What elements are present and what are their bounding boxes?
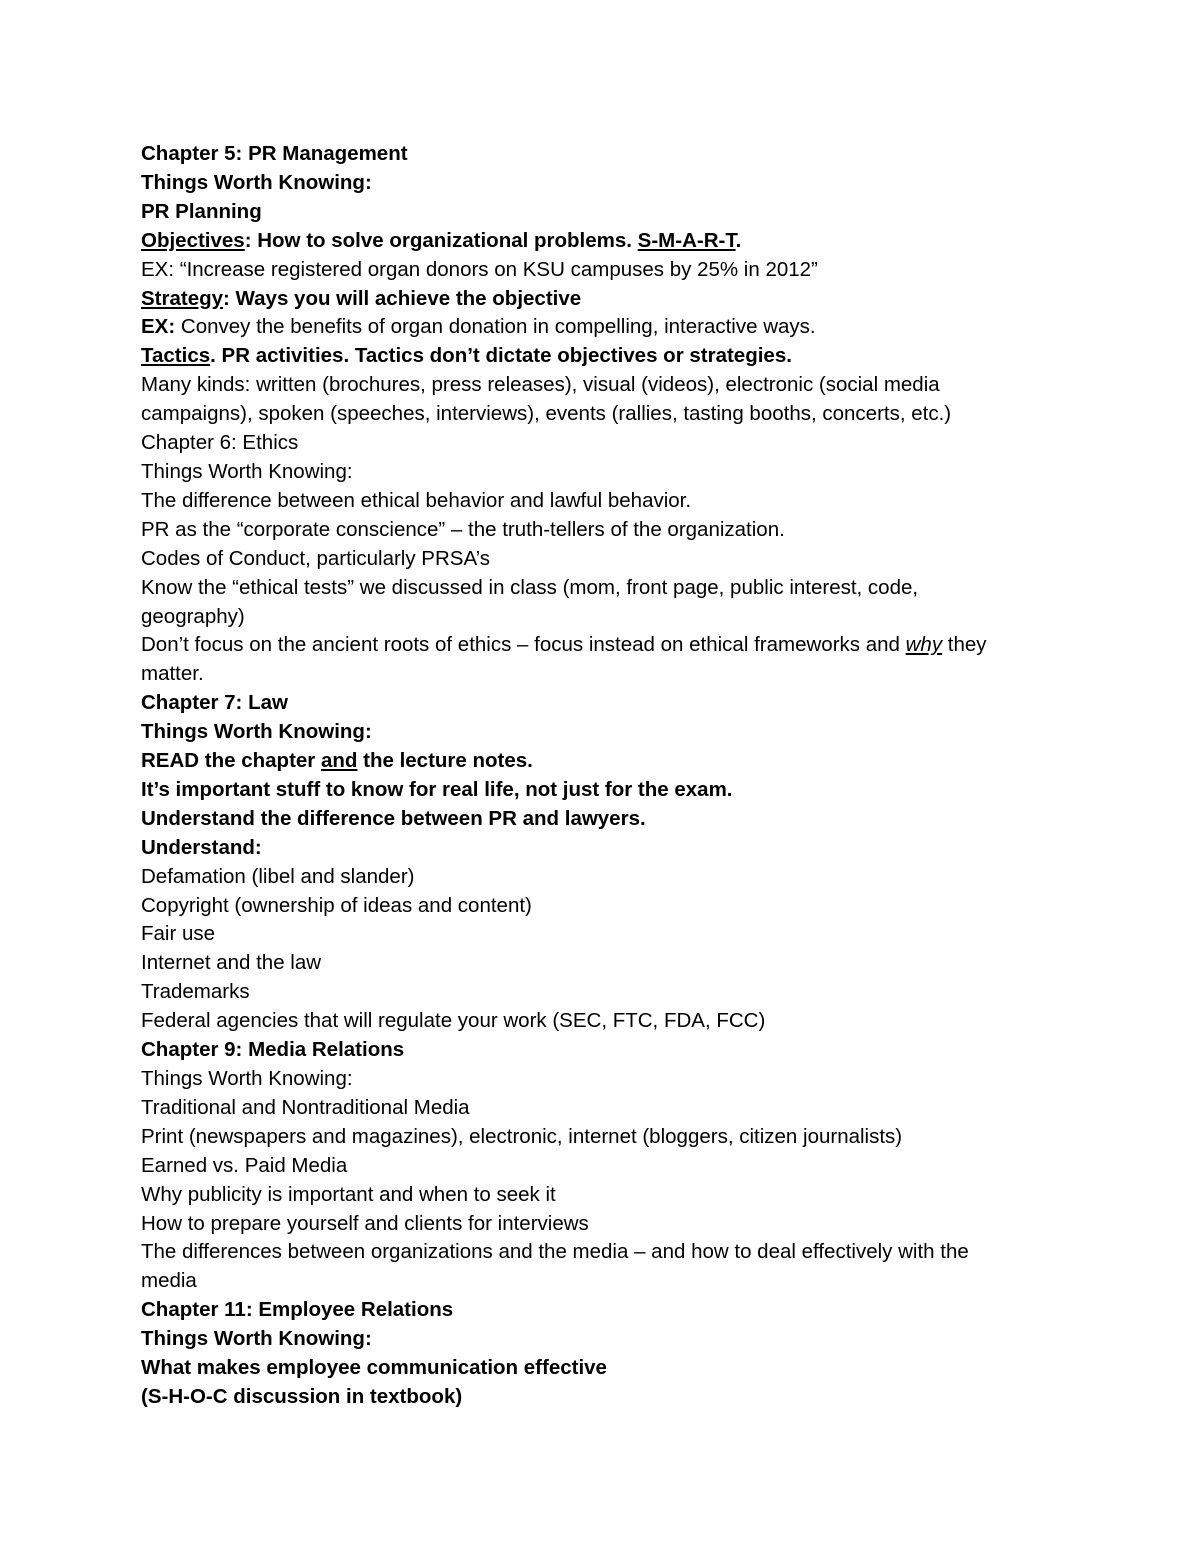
text-segment: Why publicity is important and when to seek it <box>141 1182 556 1206</box>
text-segment: How to prepare yourself and clients for interviews <box>141 1211 589 1235</box>
document-line <box>141 1123 1081 1152</box>
document-line <box>141 1036 1081 1065</box>
document-line <box>141 776 1081 805</box>
document-line <box>141 169 1081 198</box>
document-line <box>141 805 1081 834</box>
text-segment: media <box>141 1269 197 1293</box>
text-segment: : How to solve organizational problems. <box>244 228 638 252</box>
text-segment: EX: <box>141 315 176 339</box>
document-line <box>141 545 1081 574</box>
text-segment: Chapter 5: PR Management <box>141 142 408 165</box>
text-segment: Things Worth Knowing: <box>141 459 353 483</box>
text-segment: Chapter 11: Employee Relations <box>141 1298 454 1322</box>
document-line <box>141 1354 1081 1383</box>
text-segment: Things Worth Knowing: <box>141 1067 353 1090</box>
text-segment: and <box>320 749 358 773</box>
text-segment: What makes employee communication effective <box>141 1356 607 1380</box>
document-line <box>141 1094 1081 1123</box>
document-line <box>141 834 1081 863</box>
document-line <box>141 371 1081 400</box>
text-segment: Convey the benefits of organ donation in compelling, interactive ways. <box>175 315 816 339</box>
text-segment: the lecture notes. <box>357 749 533 773</box>
text-segment: Tactics <box>141 344 211 368</box>
text-segment: Chapter 7: Law <box>141 691 288 715</box>
text-segment: Federal agencies that will regulate your work (SEC, FTC, FDA, FCC) <box>141 1009 766 1033</box>
document-line <box>141 574 1081 603</box>
document-line <box>141 285 1081 314</box>
text-segment: Things Worth Knowing: <box>141 170 372 194</box>
document-line <box>141 747 1081 776</box>
text-segment: Fair use <box>141 922 216 946</box>
document-line <box>141 689 1081 718</box>
document-line <box>141 198 1081 227</box>
text-segment: Know the “ethical tests” we discussed in class (mom, front page, public interest, code, <box>141 575 919 599</box>
document-line <box>141 603 1081 632</box>
document-line <box>141 1238 1081 1267</box>
document-line <box>141 1383 1081 1412</box>
document-line <box>141 516 1081 545</box>
document-line <box>141 660 1081 689</box>
document-line <box>141 1296 1081 1325</box>
text-segment: : Ways you will achieve the objective <box>223 286 582 310</box>
document-line <box>141 458 1081 487</box>
text-segment: PR as the “corporate conscience” – the truth-tellers of the organization. <box>141 517 785 541</box>
text-segment: Print (newspapers and magazines), electronic, internet (bloggers, citizen journalists) <box>141 1124 903 1148</box>
text-segment: why <box>905 633 943 657</box>
text-segment: The differences between organizations and the media – and how to deal effectively with the <box>141 1240 969 1264</box>
text-segment: matter. <box>141 662 204 686</box>
text-segment: Understand the difference between PR and lawyers. <box>141 806 646 830</box>
document-line <box>141 1065 1081 1094</box>
text-segment: EX: “Increase registered organ donors on KSU campuses by 25% in 2012” <box>141 257 818 281</box>
document-line <box>141 1267 1081 1296</box>
text-segment: S-M-A-R-T <box>637 228 736 252</box>
document-page <box>141 140 1081 1412</box>
document-line <box>141 342 1081 371</box>
text-segment: . PR activities. Tactics don’t dictate objectives or strategies. <box>210 344 792 368</box>
document-line <box>141 863 1081 892</box>
text-segment: Internet and the law <box>141 951 322 975</box>
text-segment: campaigns), spoken (speeches, interviews), events (rallies, tasting booths, concerts, etc.) <box>141 402 952 426</box>
document-line <box>141 1007 1081 1036</box>
text-segment: Trademarks <box>141 980 250 1004</box>
document-line <box>141 949 1081 978</box>
text-segment: Codes of Conduct, particularly PRSA’s <box>141 546 491 570</box>
document-line <box>141 718 1081 747</box>
document-line <box>141 1210 1081 1239</box>
document-line <box>141 313 1081 342</box>
text-segment: Earned vs. Paid Media <box>141 1153 348 1177</box>
text-segment: PR Planning <box>141 199 262 223</box>
text-segment: Things Worth Knowing: <box>141 720 372 744</box>
document-line <box>141 892 1081 921</box>
document-line <box>141 1152 1081 1181</box>
document-line <box>141 631 1081 660</box>
text-segment: Understand: <box>141 835 262 859</box>
document-line <box>141 1181 1081 1210</box>
text-segment: It’s important stuff to know for real life, not just for the exam. <box>141 777 733 801</box>
text-segment: READ the chapter <box>141 749 321 773</box>
text-segment: Objectives <box>141 228 245 252</box>
text-segment: Don’t focus on the ancient roots of ethics – focus instead on ethical frameworks and <box>141 633 906 657</box>
document-line <box>141 487 1081 516</box>
text-segment: (S-H-O-C discussion in textbook) <box>141 1384 463 1408</box>
document-line <box>141 1325 1081 1354</box>
text-segment: Traditional and Nontraditional Media <box>141 1095 470 1119</box>
text-segment: Strategy <box>141 286 224 310</box>
text-segment: Things Worth Knowing: <box>141 1327 372 1351</box>
text-segment: Many kinds: written (brochures, press releases), visual (videos), electronic (social media <box>141 373 940 397</box>
document-line <box>141 920 1081 949</box>
text-segment: . <box>735 228 742 252</box>
document-line <box>141 227 1081 256</box>
document-line <box>141 256 1081 285</box>
document-line <box>141 140 1081 169</box>
text-segment: The difference between ethical behavior and lawful behavior. <box>141 488 692 512</box>
text-segment: Chapter 9: Media Relations <box>141 1038 405 1062</box>
text-segment: Copyright (ownership of ideas and content) <box>141 893 532 917</box>
text-segment: they <box>942 633 987 657</box>
text-segment: Defamation (libel and slander) <box>141 864 415 888</box>
document-line <box>141 400 1081 429</box>
text-segment: Chapter 6: Ethics <box>141 431 299 455</box>
text-segment: geography) <box>141 604 245 628</box>
document-line <box>141 978 1081 1007</box>
document-line <box>141 429 1081 458</box>
